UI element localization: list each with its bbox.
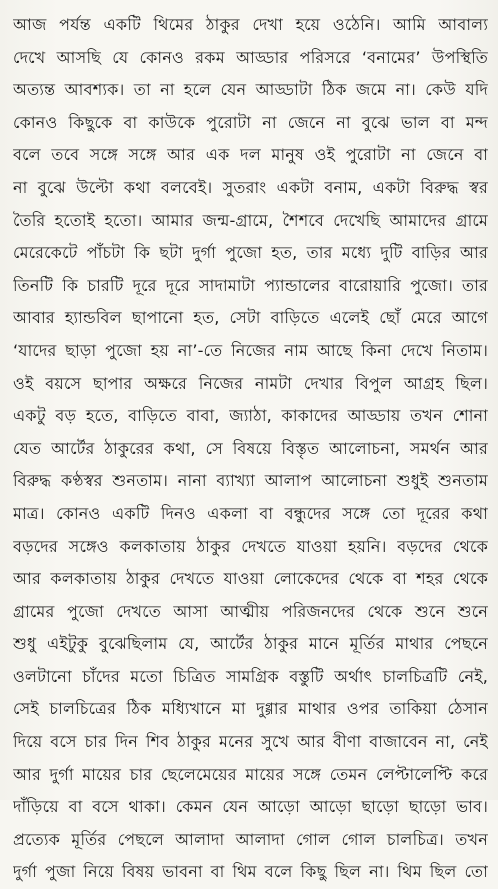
text-line: আবার হ্যান্ডবিল ছাপানো হত, সেটা বাড়িতে এলেই ছোঁ মেরে আগে xyxy=(13,308,488,328)
text-line: মেরেকেটে পাঁচটা কি ছটা দুর্গা পুজো হত, তার মধ্যে দুটি বাড়ির আর xyxy=(13,243,488,263)
text-line: শুধু এইটুকু বুঝেছিলাম যে, আর্টের ঠাকুর মানে মূর্তির মাথার পেছনে xyxy=(13,634,488,654)
text-line: একটু বড় হতে, বাড়িতে বাবা, জ্যাঠা, কাকাদের আড্ডায় তখন শোনা xyxy=(13,406,488,426)
text-line: মাত্র। কোনও একটি দিনও একলা বা বন্ধুদের সঙ্গে তো দূরের কথা xyxy=(13,503,488,523)
text-line: আর কলকাতায় ঠাকুর দেখতে যাওয়া লোকেদের থেকে বা শহর থেকে xyxy=(13,569,488,589)
text-line: দুর্গা পুজা নিয়ে বিষয় ভাবনা বা থিম বলে কিছু ছিল না। থিম ছিল তো xyxy=(13,862,488,882)
text-line: বলে তবে সঙ্গে সঙ্গে আর এক দল মানুষ ওই পুরোটা না জেনে বা xyxy=(13,145,488,165)
text-line: সেই চালচিত্রের ঠিক মধ্যিখানে মা দুগ্গার মাথার ওপর তাকিয়া ঠেসান xyxy=(13,699,488,719)
text-line: আজ পর্যন্ত একটি থিমের ঠাকুর দেখা হয়ে ওঠেনি। আমি আবাল্য xyxy=(13,15,488,34)
body-text xyxy=(13,9,488,889)
text-line: ওই বয়সে ছাপার অক্ষরে নিজের নামটা দেখার বিপুল আগ্রহ ছিল। xyxy=(13,373,488,393)
text-line: না বুঝে উল্টো কথা বলবেই। সুতরাং একটা বনাম, একটা বিরুদ্ধ স্বর xyxy=(13,177,488,197)
text-line: ‘যাদের ছাড়া পুজো হয় না’-তে নিজের নাম আছে কিনা দেখে নিতাম। xyxy=(13,340,488,360)
text-line: যেত আর্টের ঠাকুরের কথা, সে বিষয়ে বিস্তৃত আলোচনা, সমর্থন আর xyxy=(13,438,488,458)
text-line: কোনও কিছুকে বা কাউকে পুরোটা না জেনে না বুঝে ভাল বা মন্দ xyxy=(13,112,488,132)
text-line: দিয়ে বসে চার দিন শিব ঠাকুর মনের সুখে আর বীণা বাজাবেন না, নেই xyxy=(13,732,488,752)
text-line: বিরুদ্ধ কণ্ঠস্বর শুনতাম। নানা ব্যাখ্যা আলাপ আলোচনা শুধুই শুনতাম xyxy=(13,471,488,491)
text-line: প্রত্যেক মূর্তির পেছলে আলাদা আলাদা গোল গোল চালচিত্র। তখন xyxy=(13,829,488,849)
text-line: দেখে আসছি যে কোনও রকম আড্ডার পরিসরে ‘বনামের’ উপস্থিতি xyxy=(13,47,488,67)
text-line: তিনটি কি চারটি দূরে দূরে সাদামাটা প্যান্ডালের বারোয়ারি পুজো। তার xyxy=(13,275,488,295)
text-line: ওলটানো চাঁদের মতো চিত্রিত সামগ্রিক বস্তুটি অর্থাৎ চালচিত্রটি নেই, xyxy=(13,666,488,686)
text-line: তৈরি হতোই হতো। আমার জন্ম-গ্রামে, শৈশবে দেখেছি আমাদের গ্রামে xyxy=(13,210,488,230)
text-line: দাঁড়িয়ে বা বসে থাকা। কেমন যেন আড়ো আড়ো ছাড়ো ছাড়ো ভাব। xyxy=(13,797,488,817)
text-line: গ্রামের পুজো দেখতে আসা আত্মীয় পরিজনদের থেকে শুনে শুনে xyxy=(13,601,488,621)
text-line: অত্যন্ত আবশ্যক। তা না হলে যেন আড্ডাটা ঠিক জমে না। কেউ যদি xyxy=(13,80,488,100)
text-line: আর দুর্গা মায়ের চার ছেলেমেয়ের মায়ের সঙ্গে তেমন লেপ্টালেপ্টি করে xyxy=(13,764,488,784)
text-line: বড়দের সঙ্গেও কলকাতায় ঠাকুর দেখতে যাওয়া হয়নি। বড়দের থেকে xyxy=(13,536,488,556)
